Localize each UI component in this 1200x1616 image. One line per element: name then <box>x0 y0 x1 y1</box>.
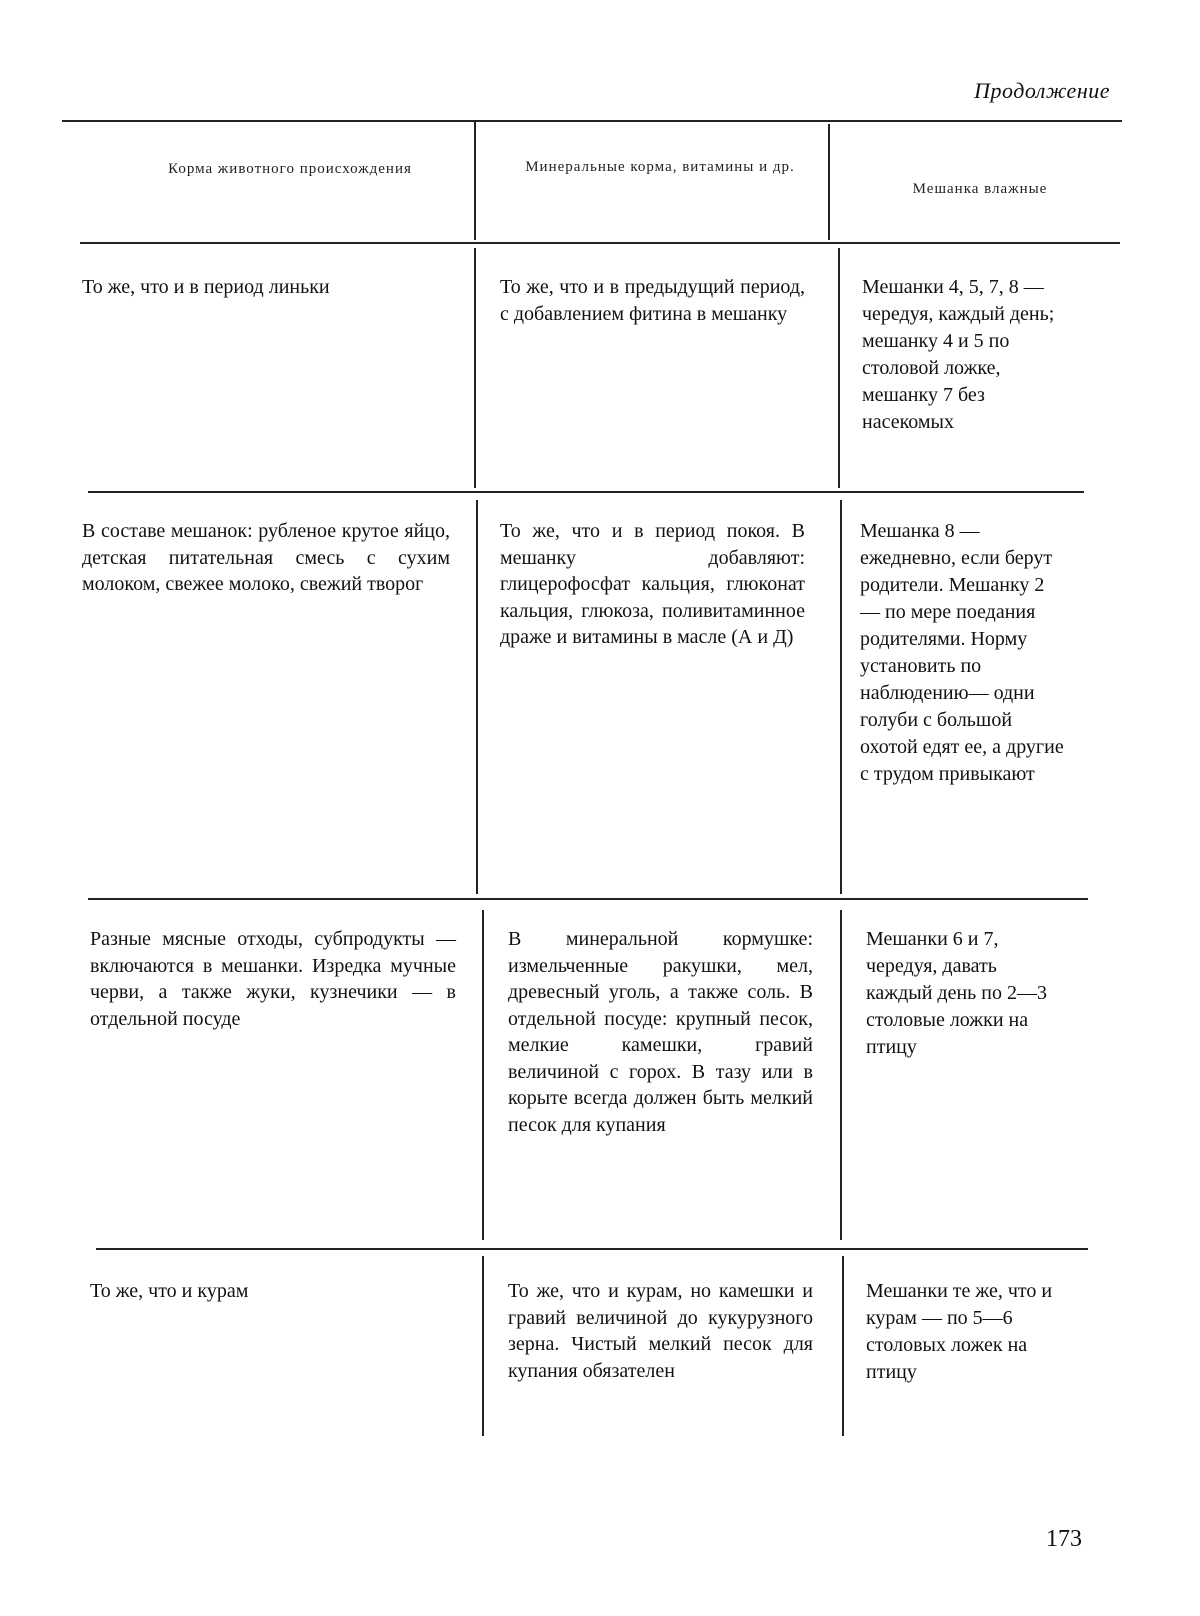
row-divider <box>840 500 842 894</box>
row-divider <box>482 1256 484 1436</box>
cell-animal-feed: Разные мясные отходы, субпродукты — включаются в мешанки. Изредка мучные черви, а также жуки, кузнечики — в отдельной посуде <box>90 926 456 1032</box>
header-bottom-rule <box>80 242 1120 244</box>
cell-mineral-feed: В минеральной кормушке: измельченные ракушки, мел, древесный уголь, а также соль. В отдельной посуде: крупный песок, мелкие камешки, гравий величиной с горох. В тазу или в корыте всегда должен быть мелкий песок для купания <box>508 926 813 1138</box>
cell-animal-feed: В составе мешанок: рубленое крутое яйцо, детская питательная смесь с сухим молоком, свежее молоко, свежий творог <box>82 518 450 598</box>
row-divider <box>474 248 476 488</box>
header-divider-2 <box>828 124 830 240</box>
row-rule <box>88 491 1084 493</box>
cell-animal-feed: То же, что и курам <box>90 1278 456 1305</box>
cell-mash: Мешанки 4, 5, 7, 8 — чередуя, каждый день; мешанку 4 и 5 по столовой ложке, мешанку 7 без насекомых <box>862 274 1067 436</box>
cell-mash: Мешанки те же, что и курам — по 5—6 столовых ложек на птицу <box>866 1278 1066 1386</box>
row-rule <box>96 1248 1088 1250</box>
table-top-rule <box>62 120 1122 122</box>
cell-mash: Мешанка 8 — ежедневно, если берут родители. Мешанку 2 — по мере поедания родителями. Норму установить по наблюдению— одни голуби с большой охотой едят ее, а другие с трудом привыкают <box>860 518 1065 788</box>
row-divider <box>838 248 840 488</box>
column-header-mineral-feed: Минеральные корма, витамины и др. <box>520 158 800 177</box>
row-divider <box>476 500 478 894</box>
cell-mineral-feed: То же, что и курам, но камешки и гравий величиной до кукурузного зерна. Чистый мелкий песок для купания обязателен <box>508 1278 813 1384</box>
row-divider <box>840 910 842 1240</box>
row-divider <box>482 910 484 1240</box>
continuation-label: Продолжение <box>974 78 1110 104</box>
column-header-mash: Мешанка влажные <box>880 180 1080 199</box>
page-number: 173 <box>1046 1526 1082 1553</box>
column-header-animal-feed: Корма животного происхождения <box>150 160 430 179</box>
cell-animal-feed: То же, что и в период линьки <box>82 274 450 301</box>
header-divider-1 <box>474 122 476 240</box>
cell-mineral-feed: То же, что и в период покоя. В мешанку добавляют: глицерофосфат кальция, глюконат кальция, глюкоза, поливитаминное драже и витамины в масле (А и Д) <box>500 518 805 651</box>
row-rule <box>88 898 1088 900</box>
row-divider <box>842 1256 844 1436</box>
cell-mash: Мешанки 6 и 7, чередуя, давать каждый день по 2—3 столовые ложки на птицу <box>866 926 1066 1061</box>
cell-mineral-feed: То же, что и в предыдущий период, с добавлением фитина в мешанку <box>500 274 805 327</box>
